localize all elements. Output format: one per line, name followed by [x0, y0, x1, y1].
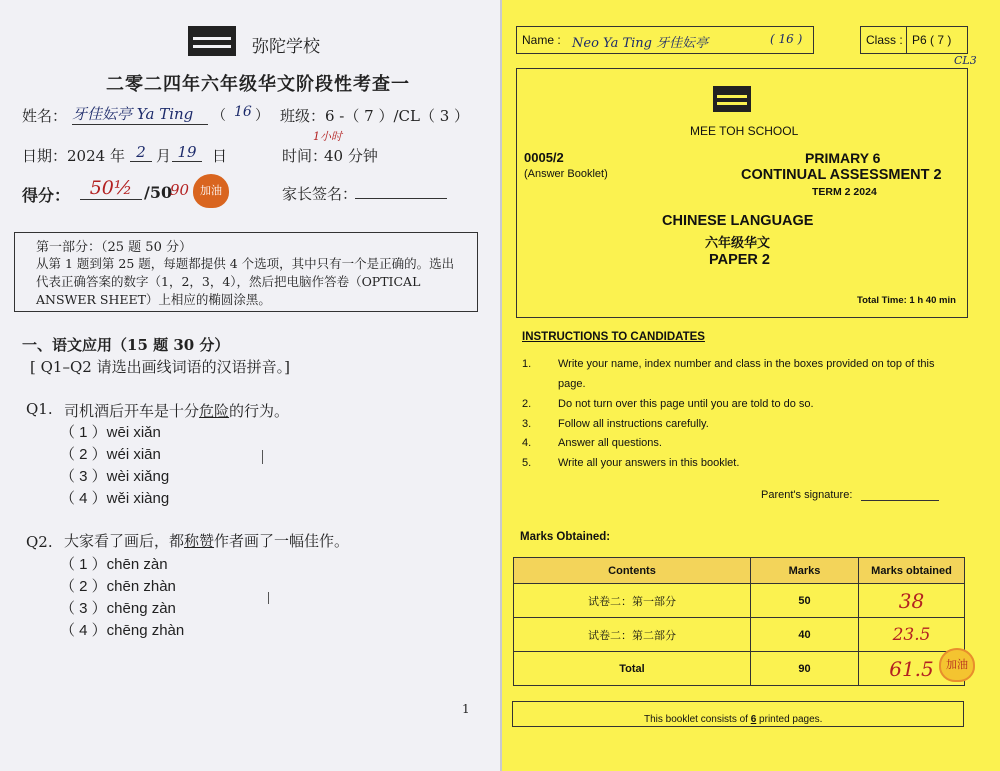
subject-chinese: 六年级华文: [705, 235, 771, 250]
instruction-num: 2.: [522, 398, 532, 410]
parent-signature-label: 家长签名：: [282, 185, 358, 203]
q1-stem-after: 的行为。: [229, 402, 290, 420]
parent-signature-label: Parent's signature:: [761, 489, 853, 501]
section1-line2: 代表正确答案的数字（1，2，3，4），然后把电脑作答卷（OPTICAL: [36, 274, 421, 289]
index-close: ）: [255, 108, 269, 124]
paper-code: 0005/2: [524, 150, 564, 165]
q2-option-3: （ 3 ）chēng zàn: [60, 600, 176, 617]
footer-note: [644, 714, 822, 725]
instruction-num: 5.: [522, 457, 532, 469]
q2-option-1: （ 1 ）chēn zàn: [60, 556, 168, 573]
pencil-mark: [268, 592, 269, 604]
score-handwritten: 50½: [80, 177, 142, 200]
part-a-instruction: [ Q1–Q2 请选出画线词语的汉语拼音。]: [30, 358, 290, 376]
q1-option-2: （ 2 ）wéi xiān: [60, 446, 161, 463]
index-number-handwritten: 16: [234, 104, 252, 120]
school-name: 弥陀学校: [252, 37, 320, 57]
row-marks-obtained-handwritten: 23.5: [859, 618, 965, 652]
q1-option-1: （ 1 ）wēi xiǎn: [60, 424, 161, 441]
name-label: 姓名：: [22, 107, 68, 125]
exam-title: 二零二四年六年级华文阶段性考查一: [106, 74, 410, 95]
time-label: 时间：: [282, 147, 328, 165]
instruction-num: 3.: [522, 418, 532, 430]
instruction-text: Do not turn over this page until you are told to do so.: [558, 398, 814, 410]
school-logo: [713, 86, 751, 112]
row-marks: 50: [751, 584, 859, 618]
answer-booklet-label: (Answer Booklet): [524, 168, 608, 180]
page-number: 1: [462, 702, 470, 716]
name-label: Name :: [522, 33, 561, 47]
school-logo: [188, 26, 236, 56]
instruction-text: Answer all questions.: [558, 437, 662, 449]
table-row: [514, 618, 965, 652]
score-label: 得分：: [22, 186, 71, 205]
term-label: TERM 2 2024: [812, 186, 877, 198]
instruction-text: Write all your answers in this booklet.: [558, 457, 740, 469]
time-value: 40 分钟: [324, 147, 378, 165]
part-a-title: 一、语文应用（15 题 30 分）: [22, 336, 230, 354]
row-contents: 试卷二：第二部分: [514, 618, 751, 652]
marks-table-header: [514, 558, 965, 584]
section1-line1: 从第 1 题到第 25 题，每题都提供 4 个选项，其中只有一个是正确的。选出: [36, 256, 455, 271]
date-day-handwritten: 19: [172, 143, 202, 162]
index-open: （: [212, 108, 226, 124]
instruction-num: 1.: [522, 358, 532, 370]
table-row: [514, 652, 965, 686]
date-day-unit: 日: [212, 147, 228, 165]
footer-before: This booklet consists of: [644, 714, 751, 725]
class-label: 班级：6 -（ 7 ）/CL（ 3 ）: [280, 107, 470, 125]
class-value: P6 ( 7 ): [912, 33, 952, 47]
class-handwritten-annotation: CL3: [954, 54, 977, 67]
instruction-text: page.: [558, 378, 586, 390]
header-contents: Contents: [514, 558, 751, 584]
q2-underlined-word: 称赞: [184, 532, 215, 550]
score-total-handwritten: 90: [170, 181, 190, 199]
encouragement-heart-sticker: 加油: [939, 648, 975, 682]
q1-label: Q1.: [26, 400, 53, 418]
q2-option-2: （ 2 ）chēn zhàn: [60, 578, 176, 595]
q1-stem: [64, 400, 289, 421]
q1-stem-before: 司机酒后开车是十分: [64, 402, 200, 420]
section1-title: 第一部分：（25 题 50 分）: [36, 240, 192, 255]
parent-signature-line: [861, 500, 939, 501]
row-marks: 40: [751, 618, 859, 652]
name-handwritten: Neo Ya Ting 牙佳妘亭: [572, 36, 709, 51]
encouragement-heart-sticker: 加油: [193, 174, 229, 208]
assessment-title: CONTINUAL ASSESSMENT 2: [741, 167, 942, 183]
q2-stem-before: 大家看了画后，都: [64, 532, 185, 550]
row-contents: Total: [514, 652, 751, 686]
table-row: [514, 584, 965, 618]
section1-line3: ANSWER SHEET）上相应的椭圆涂黑。: [36, 292, 271, 307]
instructions-title: INSTRUCTIONS TO CANDIDATES: [522, 331, 705, 343]
date-label: 日期：2024 年: [22, 147, 125, 165]
primary-level: PRIMARY 6: [805, 150, 881, 166]
paper-label: PAPER 2: [709, 252, 770, 268]
q1-option-4: （ 4 ）wěi xiàng: [60, 490, 170, 507]
instruction-text: Follow all instructions carefully.: [558, 418, 709, 430]
q2-stem-after: 作者画了一幅佳作。: [214, 532, 350, 550]
footer-after: printed pages.: [756, 714, 823, 725]
q2-label: Q2.: [26, 533, 53, 551]
date-month-handwritten: 2: [130, 143, 152, 162]
instruction-text: Write your name, index number and class in the boxes provided on top of this: [558, 358, 935, 370]
q1-underlined-word: 危险: [199, 402, 230, 420]
right-cover-page: [502, 0, 1000, 771]
total-time: Total Time: 1 h 40 min: [857, 295, 956, 306]
marks-table: [513, 557, 965, 686]
instruction-num: 4.: [522, 437, 532, 449]
index-handwritten: ( 16 ): [770, 32, 803, 46]
header-marks: Marks: [751, 558, 859, 584]
pencil-mark: [262, 450, 263, 464]
q2-option-4: （ 4 ）chēng zhàn: [60, 622, 185, 639]
date-month-unit: 月: [156, 147, 172, 165]
student-name-handwritten: 牙佳妘亭 Ya Ting: [72, 103, 208, 125]
row-marks-obtained-handwritten: 38: [859, 584, 965, 618]
header-marks-obtained: Marks obtained: [859, 558, 965, 584]
row-contents: 试卷二：第一部分: [514, 584, 751, 618]
footer-page-count: 6: [750, 714, 757, 725]
school-name: MEE TOH SCHOOL: [690, 124, 799, 138]
row-marks-obtained-handwritten: 61.5: [859, 652, 965, 686]
score-total: /50: [144, 183, 173, 202]
marks-obtained-label: Marks Obtained:: [520, 531, 611, 543]
parent-signature-line: [355, 198, 447, 199]
class-divider: [906, 26, 907, 54]
row-marks: 90: [751, 652, 859, 686]
time-handwritten-correction: 1小时: [313, 130, 342, 143]
q2-stem: [64, 530, 349, 551]
subject-title: CHINESE LANGUAGE: [662, 213, 814, 229]
q1-option-3: （ 3 ）wèi xiǎng: [60, 468, 170, 485]
class-label: Class :: [866, 33, 903, 47]
